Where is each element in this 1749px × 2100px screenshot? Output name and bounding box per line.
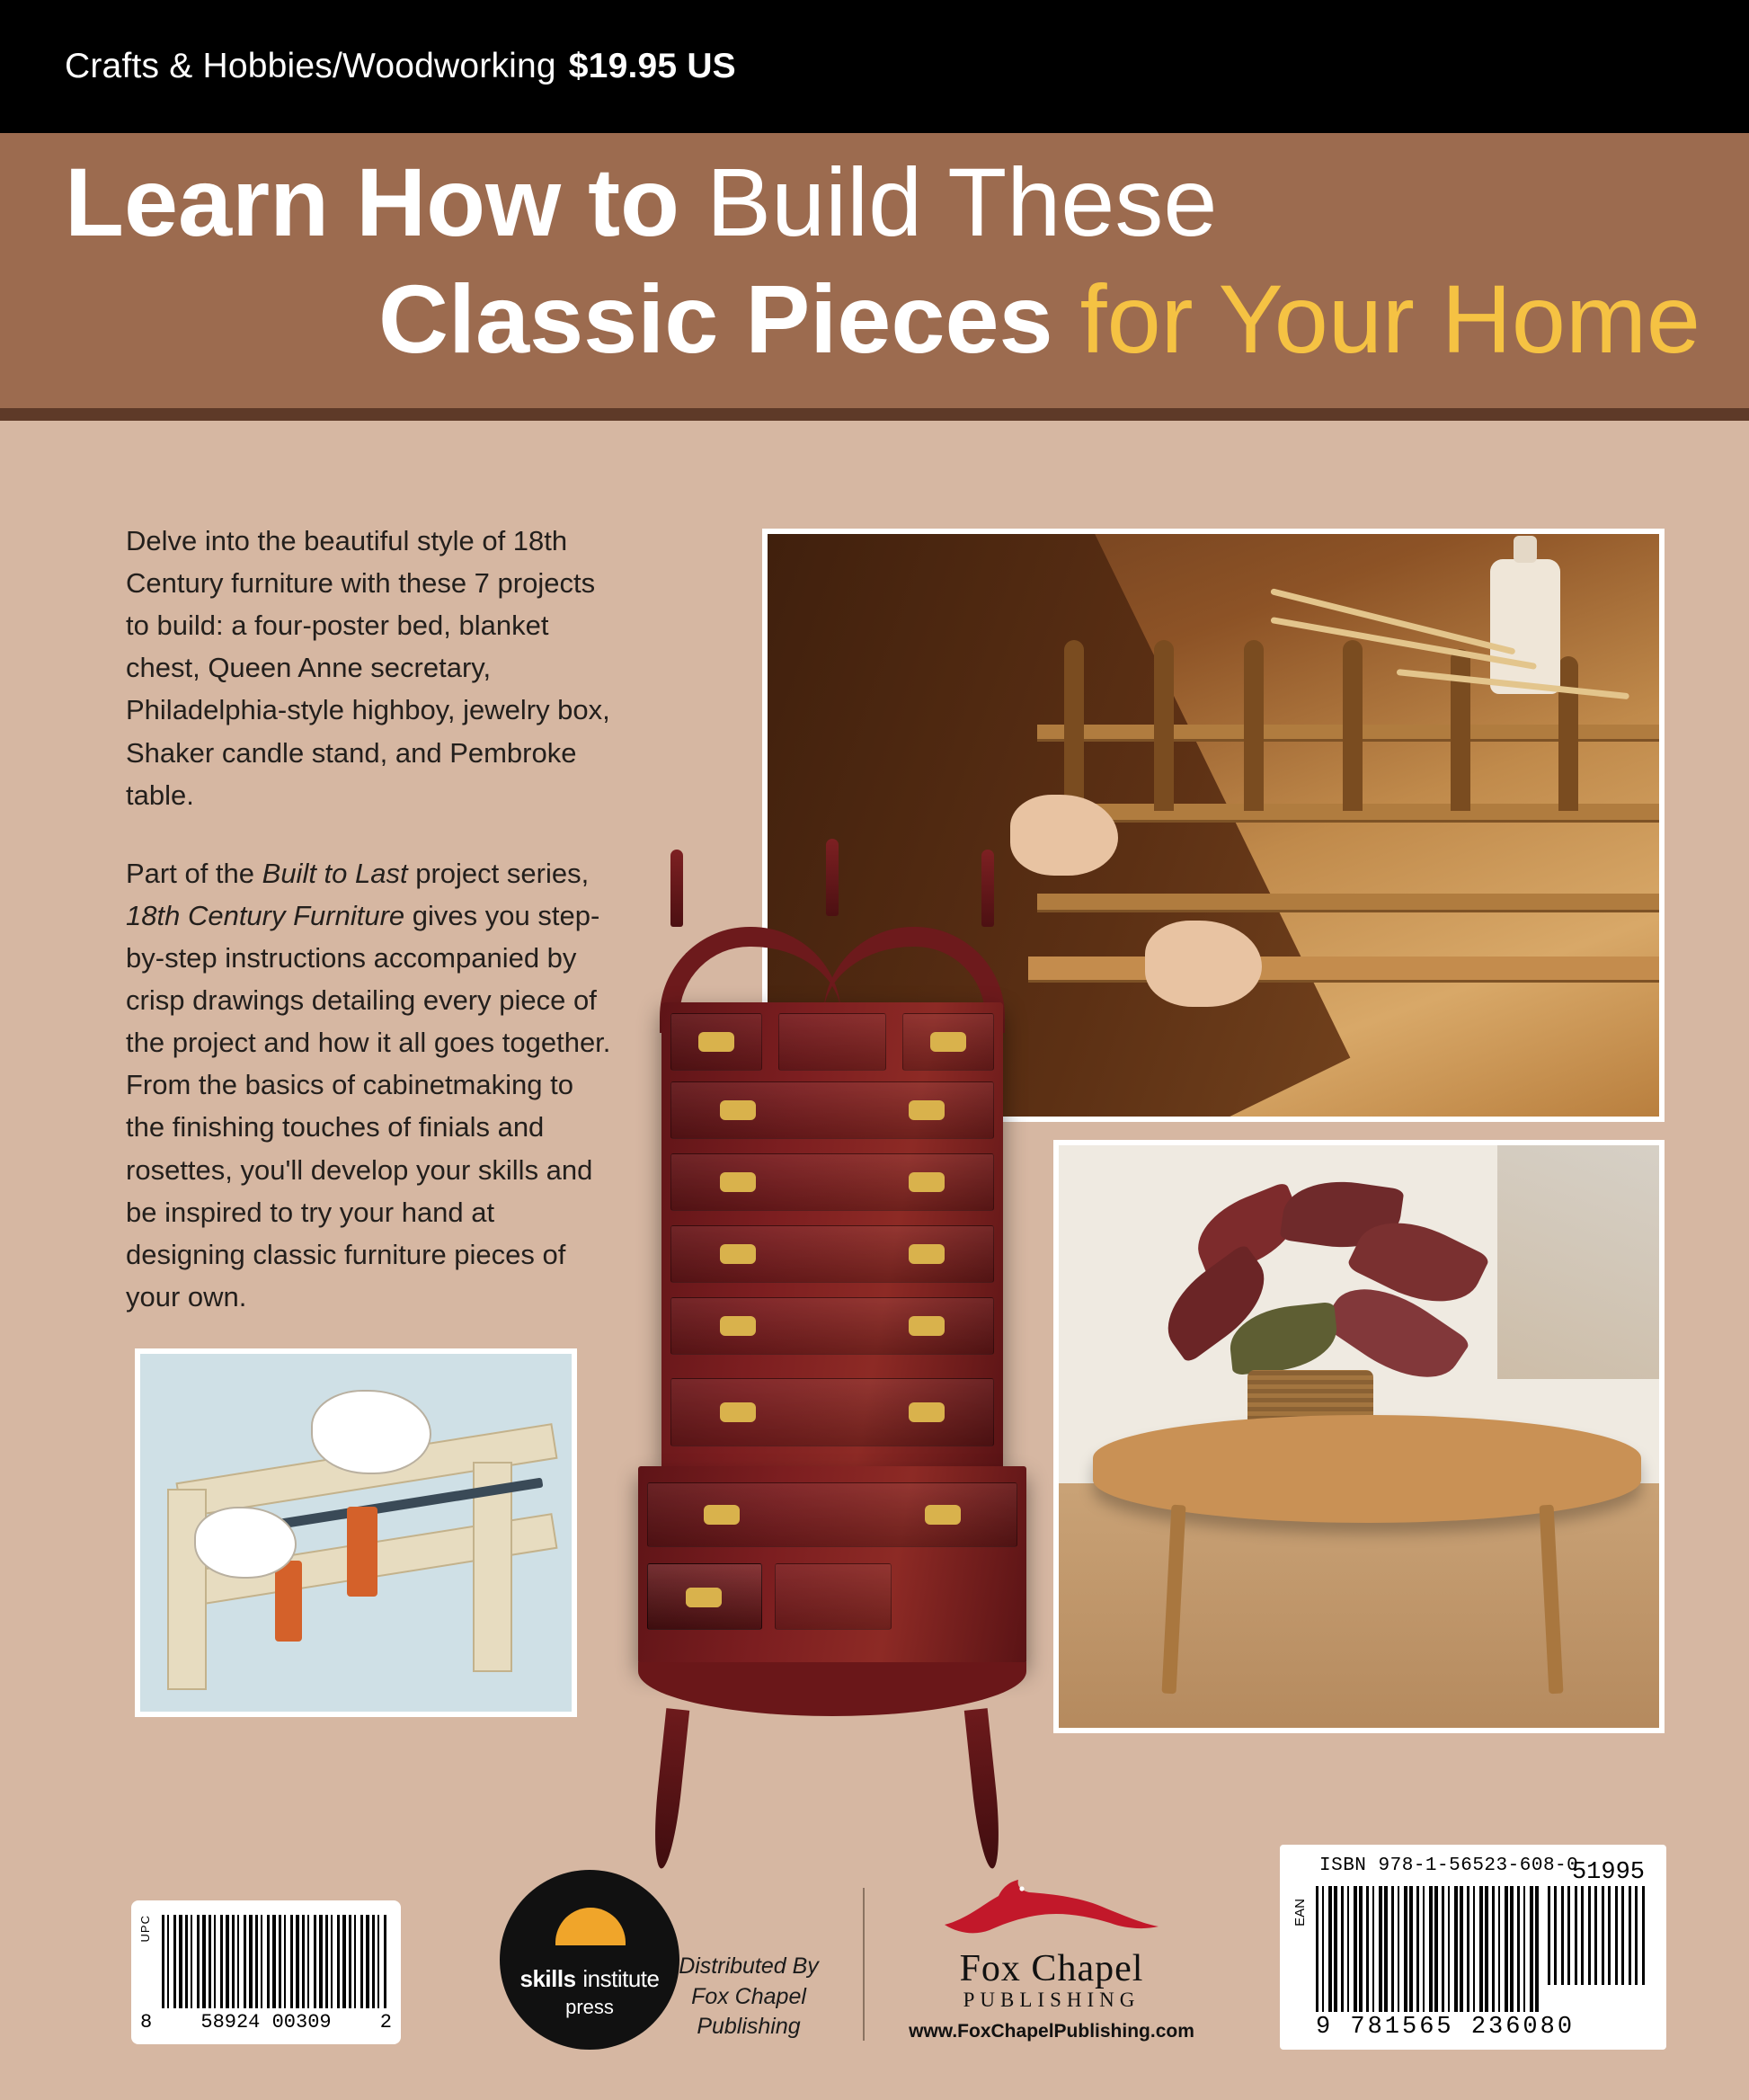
isbn-barcode	[1280, 1845, 1666, 2050]
case-divider	[1154, 640, 1174, 811]
hand-illustration	[194, 1507, 297, 1579]
p2-text-b: project series,	[407, 857, 590, 889]
brass-pull	[720, 1402, 756, 1422]
ean-digits: 9 781565 236080	[1316, 2014, 1576, 2041]
distributed-by-block	[645, 1952, 852, 2042]
brass-pull	[909, 1316, 945, 1336]
case-shelf	[1037, 894, 1665, 910]
case-divider	[1064, 640, 1084, 811]
top-black-bar	[0, 0, 1749, 133]
glue-bottle	[1490, 559, 1560, 694]
carved-skirt	[638, 1662, 1026, 1716]
lower-drawer-right	[647, 1563, 762, 1630]
table-leg	[1162, 1505, 1186, 1695]
skills-word: skills	[519, 1965, 576, 1992]
highboy-photo	[575, 859, 1079, 1811]
distributed-by-label: Distributed By	[679, 1953, 819, 1979]
brass-pull	[909, 1244, 945, 1264]
distributor-name: Fox Chapel Publishing	[691, 1983, 806, 2040]
upc-barcode	[131, 1900, 401, 2044]
band-bottom-rule	[0, 408, 1749, 421]
price-label: $19.95 US	[568, 47, 736, 85]
upc-bars	[162, 1915, 386, 2008]
brass-pull	[720, 1172, 756, 1192]
ean-label: EAN	[1292, 1899, 1308, 1926]
drawer-small-left	[670, 1013, 762, 1071]
drawer-small-center	[778, 1013, 886, 1071]
brass-pull	[909, 1402, 945, 1422]
headline-gold: for Your Home	[1079, 264, 1700, 373]
headline-bold-2: to	[588, 147, 680, 256]
stair-railing	[1497, 1145, 1659, 1379]
sunrise-icon	[555, 1908, 626, 1945]
brass-pull	[925, 1505, 961, 1525]
table-leg	[1540, 1505, 1564, 1695]
dowel-stick	[1270, 588, 1515, 655]
highboy-upper-case	[661, 1002, 1003, 1470]
lower-drawer-full	[647, 1482, 1017, 1547]
drawer-full	[670, 1153, 994, 1211]
upc-label: UPC	[138, 1915, 152, 1943]
brass-pull	[698, 1032, 734, 1052]
category-label: Crafts & Hobbies/Woodworking	[65, 47, 556, 85]
p2-text-a: Part of the	[126, 857, 262, 889]
photo-clamping-illustration	[135, 1348, 577, 1717]
book-title-italic: 18th Century Furniture	[126, 899, 405, 931]
finial-right	[981, 850, 994, 927]
upc-right-digit: 2	[379, 2011, 392, 2033]
lower-drawer-center	[775, 1563, 892, 1630]
price-addon-digits: 51995	[1571, 1859, 1645, 1886]
case-divider	[1558, 656, 1578, 811]
ean-addon-bars	[1548, 1886, 1647, 1985]
ean-bars	[1316, 1886, 1540, 2012]
vertical-divider	[863, 1888, 865, 2041]
publisher-name: Fox Chapel	[959, 1947, 1144, 1989]
headline-bold-3: Classic Pieces	[378, 264, 1053, 373]
upc-left-digit: 8	[140, 2011, 153, 2033]
drawer-full	[670, 1225, 994, 1283]
headline-bold-1: Learn How	[65, 147, 562, 256]
upc-digits	[140, 2011, 392, 2033]
brass-pull	[720, 1316, 756, 1336]
headline-line-2	[65, 264, 1700, 373]
brass-pull	[909, 1172, 945, 1192]
case-divider	[1343, 640, 1363, 811]
brass-pull	[720, 1244, 756, 1264]
description-paragraph-2	[126, 852, 611, 1318]
brass-pull	[704, 1505, 740, 1525]
series-title-italic: Built to Last	[262, 857, 408, 889]
description-paragraph-1: Delve into the beautiful style of 18th Century furniture with these 7 projects to build: a four-poster bed, blanket chest, Queen Anne secretary, Philadelphia-style highboy, jewelry box, Shaker candle stand, and Pembroke table.	[126, 525, 610, 811]
brass-pull	[686, 1588, 722, 1607]
publisher-url[interactable]: www.FoxChapelPublishing.com	[909, 2021, 1194, 2042]
case-divider	[1244, 640, 1264, 811]
brass-pull	[720, 1100, 756, 1120]
highboy-lower-case	[638, 1466, 1026, 1664]
finial-left	[670, 850, 683, 927]
bottom-logo-row	[0, 1839, 1749, 2100]
drawer-full	[670, 1378, 994, 1446]
case-front-edge	[1028, 957, 1665, 980]
institute-word: institute	[582, 1965, 660, 1992]
isbn-number: ISBN 978-1-56523-608-0	[1319, 1855, 1579, 1876]
case-divider	[1451, 649, 1470, 811]
brass-pull	[930, 1032, 966, 1052]
bonnet-top	[653, 905, 1012, 1013]
headline-line-1	[65, 147, 1749, 256]
category-price-line	[65, 47, 736, 86]
bar-clamp	[275, 1561, 302, 1642]
photo-pembroke-table	[1053, 1140, 1665, 1733]
upc-main-digits: 58924 00309	[200, 2011, 332, 2033]
fox-chapel-logo-block	[899, 1878, 1204, 2042]
finial-center	[826, 839, 839, 916]
drawer-full	[670, 1297, 994, 1355]
press-word: press	[565, 1996, 614, 2018]
headline-band	[0, 133, 1749, 421]
fox-icon	[939, 1878, 1164, 1939]
bar-clamp	[347, 1507, 377, 1597]
p2-text-c: gives you step-by-step instructions accompanied by crisp drawings detailing every piece of the project and how it all goes together. From the basics of cabinetmaking to the finishing touches of finials and rosettes, you'll develop your skills and be inspired to try your hand at designing classic furniture pieces of your own.	[126, 899, 611, 1312]
publisher-subtitle: PUBLISHING	[963, 1989, 1141, 2011]
drawer-small-right	[902, 1013, 994, 1071]
leg-board	[167, 1489, 207, 1690]
headline-light-1: Build These	[706, 147, 1218, 256]
brass-pull	[909, 1100, 945, 1120]
hand-illustration	[311, 1390, 431, 1474]
drawer-full	[670, 1081, 994, 1139]
description-copy	[126, 520, 611, 1354]
